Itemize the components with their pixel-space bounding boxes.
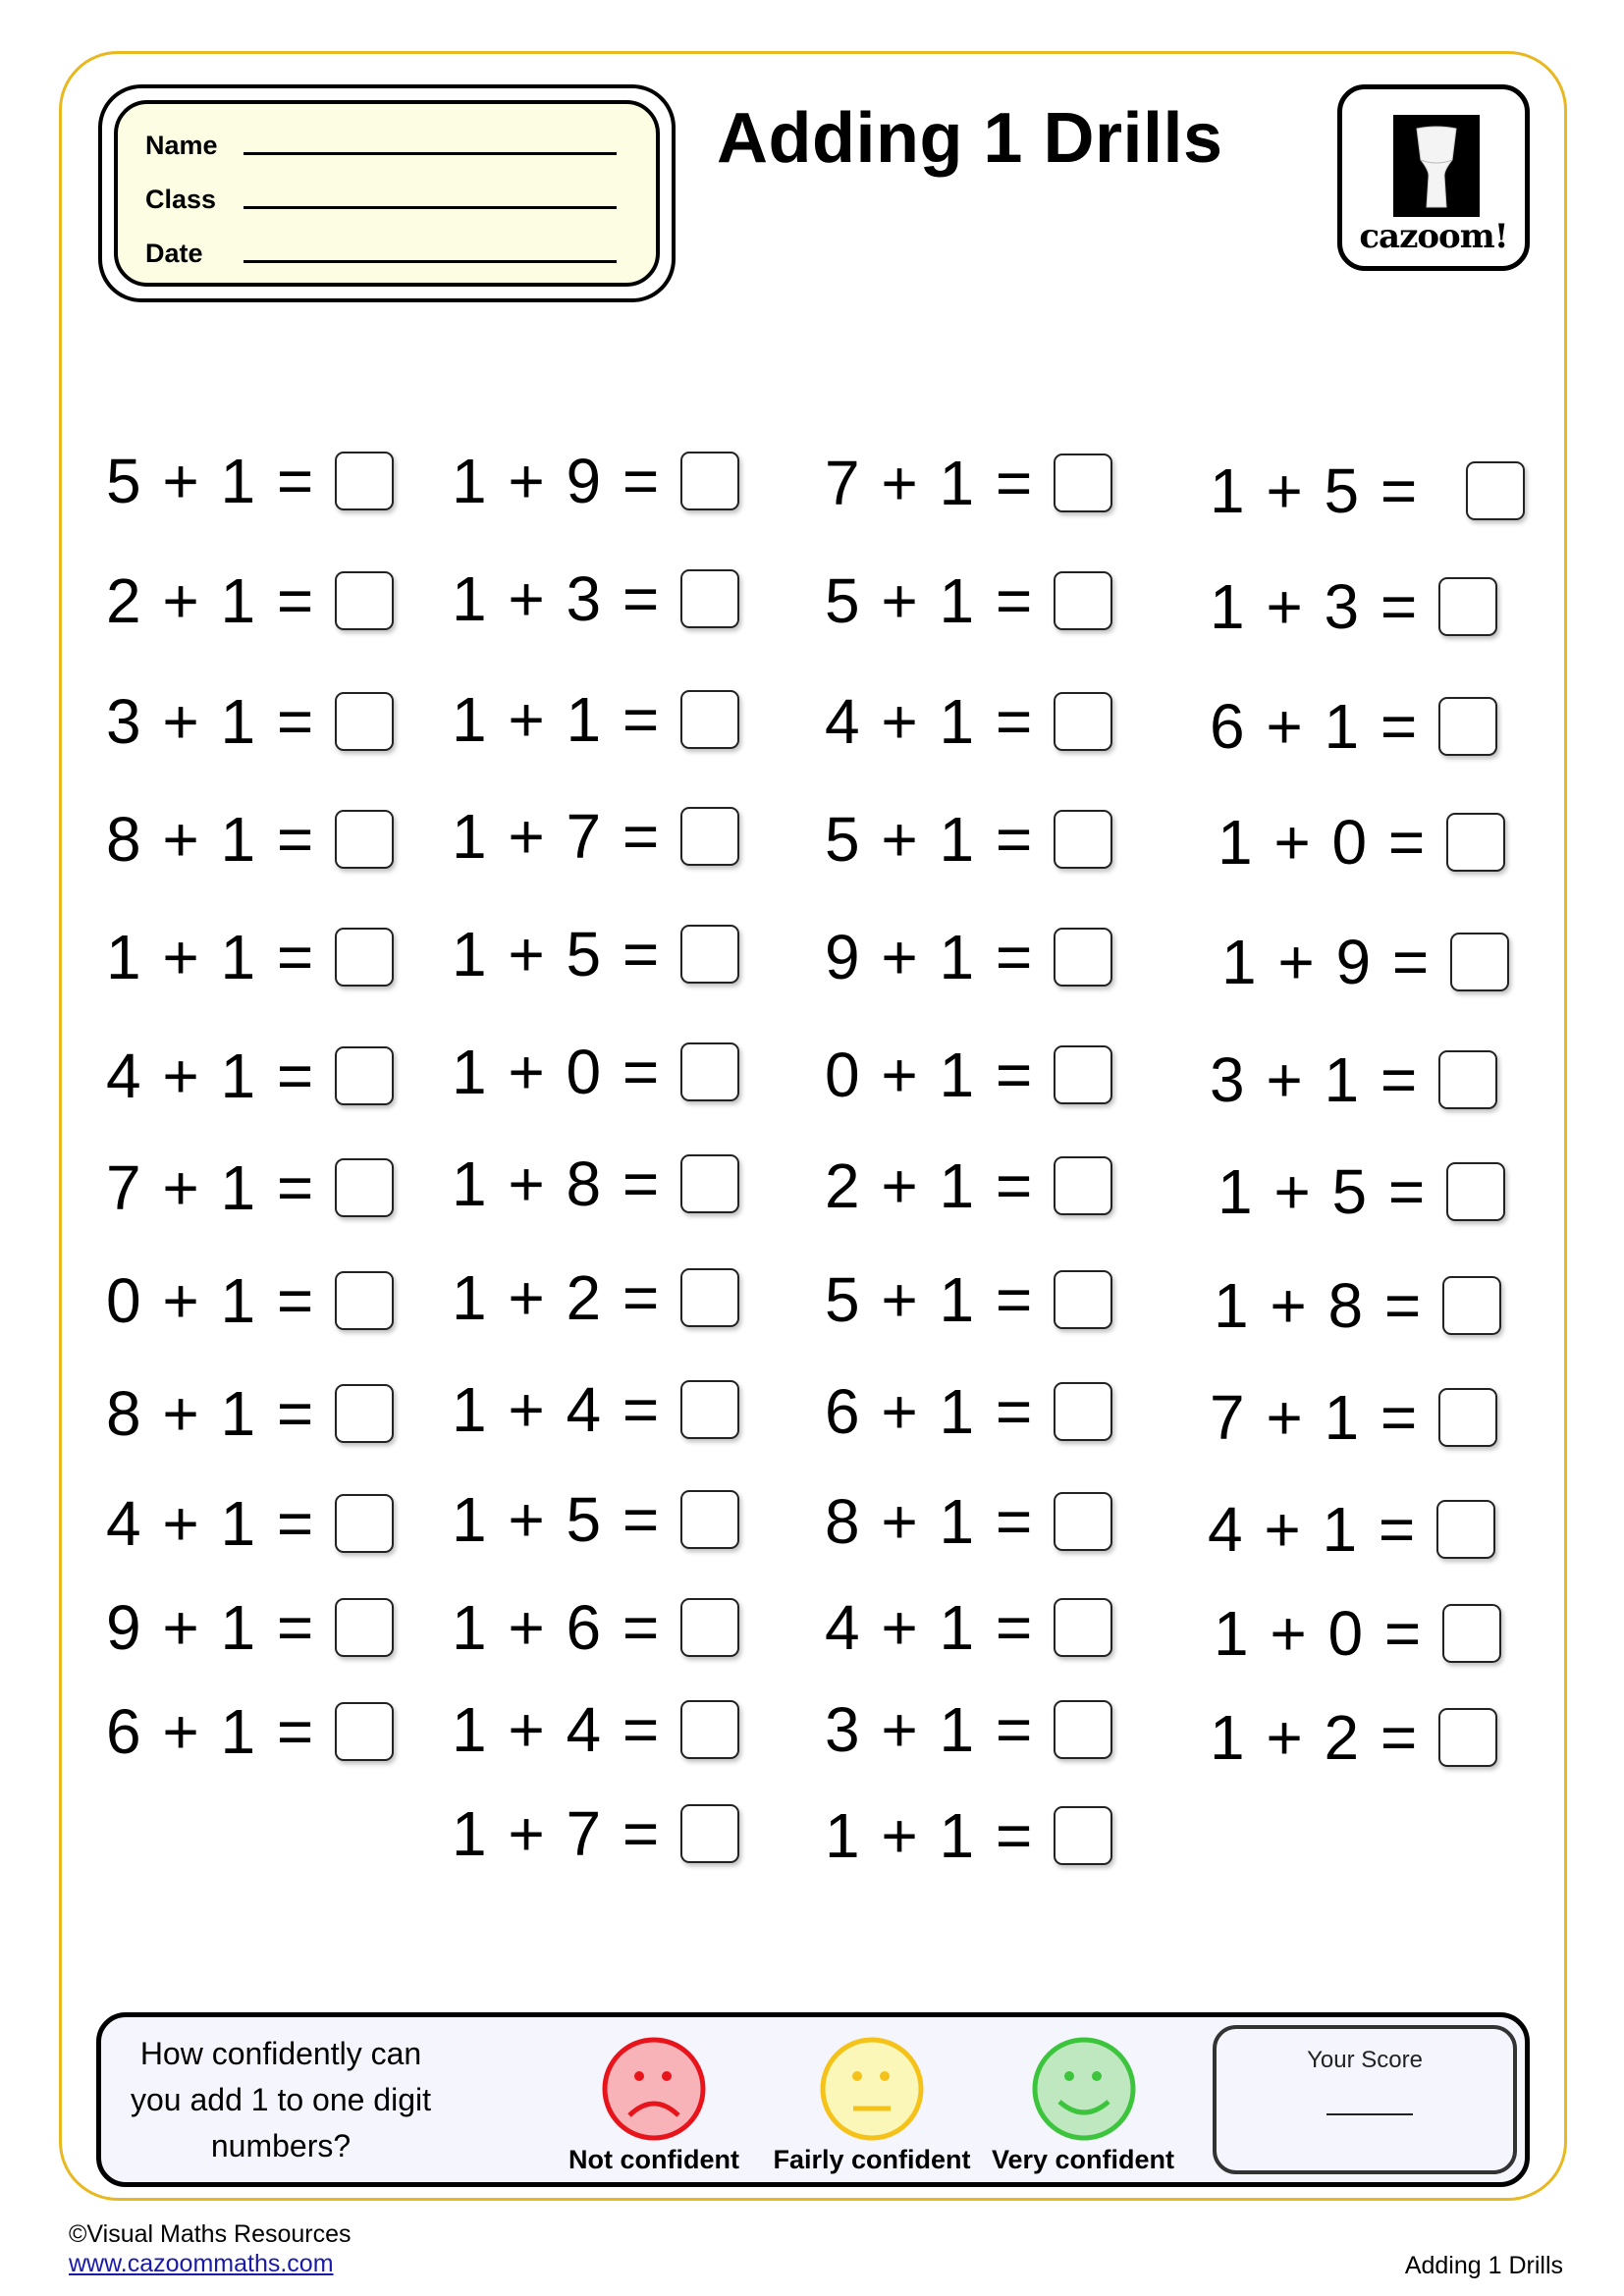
website-link[interactable]: www.cazoommaths.com xyxy=(69,2250,334,2277)
problem xyxy=(452,560,739,638)
answer-box[interactable] xyxy=(335,1598,394,1657)
problem xyxy=(825,1482,1112,1561)
answer-box[interactable] xyxy=(335,1158,394,1217)
problem-text: 1 + 0 = xyxy=(1218,807,1428,878)
problem xyxy=(106,918,394,996)
answer-box[interactable] xyxy=(335,1384,394,1443)
answer-box[interactable] xyxy=(1054,1492,1112,1551)
problem xyxy=(106,682,394,761)
score-box xyxy=(1213,2025,1517,2174)
answer-box[interactable] xyxy=(1438,1050,1497,1109)
problem-text: 8 + 1 = xyxy=(825,1486,1035,1557)
answer-box[interactable] xyxy=(1054,1270,1112,1329)
problem-text: 5 + 1 = xyxy=(825,1264,1035,1335)
problem xyxy=(106,1484,394,1563)
neutral-face-icon[interactable] xyxy=(818,2035,926,2143)
problem-text: 1 + 8 = xyxy=(1214,1270,1424,1341)
answer-box[interactable] xyxy=(680,452,739,510)
problem-text: 2 + 1 = xyxy=(825,1150,1035,1221)
problem-text: 3 + 1 = xyxy=(1210,1044,1420,1115)
answer-box[interactable] xyxy=(335,928,394,987)
answer-box[interactable] xyxy=(680,1154,739,1213)
problem xyxy=(106,1261,394,1340)
problem xyxy=(1214,1266,1501,1345)
problem-text: 7 + 1 = xyxy=(106,1152,316,1223)
problem xyxy=(1210,687,1497,766)
answer-box[interactable] xyxy=(1438,1708,1497,1767)
problem xyxy=(1221,923,1509,1001)
problem-text: 1 + 1 = xyxy=(825,1800,1035,1871)
problem-text: 1 + 5 = xyxy=(1210,455,1420,526)
problem xyxy=(452,1794,739,1873)
answer-box[interactable] xyxy=(335,452,394,510)
problem-text: 4 + 1 = xyxy=(825,686,1035,757)
problem xyxy=(452,1690,739,1769)
copyright-text: ©Visual Maths Resources xyxy=(69,2220,352,2248)
problem-text: 1 + 1 = xyxy=(106,922,316,992)
problem xyxy=(825,1036,1112,1114)
problem-text: 1 + 5 = xyxy=(452,919,662,989)
problem-text: 9 + 1 = xyxy=(106,1592,316,1663)
problem-text: 8 + 1 = xyxy=(106,804,316,875)
problem xyxy=(1218,1152,1505,1231)
problem xyxy=(1210,567,1497,646)
problem xyxy=(825,1260,1112,1339)
problem-text: 1 + 5 = xyxy=(1218,1156,1428,1227)
answer-box[interactable] xyxy=(335,810,394,869)
problem-text: 9 + 1 = xyxy=(825,922,1035,992)
answer-box[interactable] xyxy=(335,571,394,630)
answer-box[interactable] xyxy=(680,807,739,866)
problem-text: 2 + 1 = xyxy=(106,565,316,636)
problem xyxy=(106,1374,394,1453)
answer-box[interactable] xyxy=(680,569,739,628)
answer-box[interactable] xyxy=(1054,571,1112,630)
date-label: Date xyxy=(145,239,203,268)
answer-box[interactable] xyxy=(680,1598,739,1657)
problem-text: 4 + 1 = xyxy=(825,1592,1035,1663)
problem xyxy=(106,1037,394,1115)
problem xyxy=(825,561,1112,640)
problem-text: 7 + 1 = xyxy=(1210,1382,1420,1453)
problem-text: 3 + 1 = xyxy=(825,1694,1035,1765)
answer-box[interactable] xyxy=(1054,454,1112,512)
answer-box[interactable] xyxy=(680,1042,739,1101)
problem-text: 1 + 7 = xyxy=(452,801,662,872)
answer-box[interactable] xyxy=(1442,1604,1501,1663)
problem-text: 1 + 1 = xyxy=(452,684,662,755)
problem-text: 1 + 7 = xyxy=(452,1798,662,1869)
answer-box[interactable] xyxy=(680,1380,739,1439)
problem-text: 0 + 1 = xyxy=(825,1040,1035,1110)
answer-box[interactable] xyxy=(680,1804,739,1863)
answer-box[interactable] xyxy=(1450,933,1509,991)
problem-text: 1 + 6 = xyxy=(452,1592,662,1663)
answer-box[interactable] xyxy=(680,1268,739,1327)
answer-box[interactable] xyxy=(1054,1045,1112,1104)
problem xyxy=(825,1796,1112,1875)
problem xyxy=(825,1372,1112,1451)
page-title: Adding 1 Drills xyxy=(717,99,1223,178)
problem xyxy=(825,1690,1112,1769)
answer-box[interactable] xyxy=(1438,1388,1497,1447)
answer-box[interactable] xyxy=(680,1490,739,1549)
problem-text: 1 + 4 = xyxy=(452,1694,662,1765)
problem xyxy=(1208,1490,1495,1569)
very-confident-label: Very confident xyxy=(991,2145,1175,2174)
problem xyxy=(452,680,739,759)
problem-text: 5 + 1 = xyxy=(825,804,1035,875)
problem-text: 5 + 1 = xyxy=(106,446,316,516)
problem-text: 1 + 5 = xyxy=(452,1484,662,1555)
confidence-panel xyxy=(96,2012,1530,2187)
fairly-confident-label: Fairly confident xyxy=(773,2145,971,2174)
problem-text: 6 + 1 = xyxy=(106,1696,316,1767)
happy-face-icon[interactable] xyxy=(1030,2035,1138,2143)
name-label: Name xyxy=(145,131,218,160)
problem xyxy=(825,800,1112,879)
answer-box[interactable] xyxy=(680,690,739,749)
problem-text: 1 + 2 = xyxy=(1210,1702,1420,1773)
problem xyxy=(452,1033,739,1111)
problem xyxy=(1210,452,1525,530)
answer-box[interactable] xyxy=(1054,1700,1112,1759)
problem xyxy=(825,1147,1112,1225)
answer-box[interactable] xyxy=(1054,692,1112,751)
problem xyxy=(452,915,739,993)
problem-text: 6 + 1 = xyxy=(1210,691,1420,762)
answer-box[interactable] xyxy=(1054,1598,1112,1657)
problem xyxy=(825,444,1112,522)
problem xyxy=(452,1588,739,1667)
answer-box[interactable] xyxy=(1054,1382,1112,1441)
answer-box[interactable] xyxy=(335,692,394,751)
problem-text: 1 + 9 = xyxy=(452,446,662,516)
problem-text: 3 + 1 = xyxy=(106,686,316,757)
problem xyxy=(106,442,394,520)
answer-box[interactable] xyxy=(1054,928,1112,987)
problem xyxy=(825,918,1112,996)
problem-text: 1 + 9 = xyxy=(1221,927,1432,997)
problem-text: 1 + 8 = xyxy=(452,1148,662,1219)
problem xyxy=(452,1480,739,1559)
answer-box[interactable] xyxy=(335,1702,394,1761)
answer-box[interactable] xyxy=(1438,577,1497,636)
problem-text: 1 + 3 = xyxy=(452,563,662,634)
problem-text: 7 + 1 = xyxy=(825,448,1035,518)
problem xyxy=(1218,803,1505,881)
problem-text: 1 + 2 = xyxy=(452,1262,662,1333)
problem xyxy=(452,1370,739,1449)
not-confident-label: Not confident xyxy=(568,2145,739,2174)
sad-face-icon[interactable] xyxy=(600,2035,708,2143)
answer-box[interactable] xyxy=(1466,461,1525,520)
answer-box[interactable] xyxy=(1438,697,1497,756)
problem xyxy=(1210,1041,1497,1119)
problem xyxy=(106,1692,394,1771)
problem-text: 1 + 3 = xyxy=(1210,571,1420,642)
answer-box[interactable] xyxy=(680,925,739,984)
score-label: Your Score xyxy=(1307,2047,1423,2073)
problem-text: 4 + 1 = xyxy=(1208,1494,1418,1565)
problem-text: 1 + 0 = xyxy=(452,1037,662,1107)
answer-box[interactable] xyxy=(1054,1156,1112,1215)
problem xyxy=(1214,1594,1501,1673)
answer-box[interactable] xyxy=(1436,1500,1495,1559)
problem xyxy=(452,442,739,520)
class-label: Class xyxy=(145,185,217,214)
problem xyxy=(452,1258,739,1337)
problem-text: 1 + 4 = xyxy=(452,1374,662,1445)
problem-text: 8 + 1 = xyxy=(106,1378,316,1449)
problem xyxy=(452,797,739,876)
problem-text: 4 + 1 = xyxy=(106,1488,316,1559)
answer-box[interactable] xyxy=(335,1046,394,1105)
logo-text: cazoom! xyxy=(1359,217,1508,256)
footer-title: Adding 1 Drills xyxy=(1404,2252,1563,2279)
problem xyxy=(106,800,394,879)
problem xyxy=(1210,1378,1497,1457)
problem xyxy=(825,1588,1112,1667)
problem xyxy=(825,682,1112,761)
problem-text: 1 + 0 = xyxy=(1214,1598,1424,1669)
problem-text: 6 + 1 = xyxy=(825,1376,1035,1447)
problem xyxy=(452,1145,739,1223)
problem-text: 0 + 1 = xyxy=(106,1265,316,1336)
problem xyxy=(1210,1698,1497,1777)
answer-box[interactable] xyxy=(680,1700,739,1759)
confidence-question: How confidently can you add 1 to one digit numbers? xyxy=(130,2036,431,2163)
problem-text: 4 + 1 = xyxy=(106,1041,316,1111)
answer-box[interactable] xyxy=(1442,1276,1501,1335)
answer-box[interactable] xyxy=(1446,1162,1505,1221)
answer-box[interactable] xyxy=(335,1494,394,1553)
score-field[interactable] xyxy=(1326,2113,1413,2115)
problem xyxy=(106,561,394,640)
problem xyxy=(106,1148,394,1227)
answer-box[interactable] xyxy=(335,1271,394,1330)
problem xyxy=(106,1588,394,1667)
answer-box[interactable] xyxy=(1054,1806,1112,1865)
answer-box[interactable] xyxy=(1054,810,1112,869)
answer-box[interactable] xyxy=(1446,813,1505,872)
problem-text: 5 + 1 = xyxy=(825,565,1035,636)
